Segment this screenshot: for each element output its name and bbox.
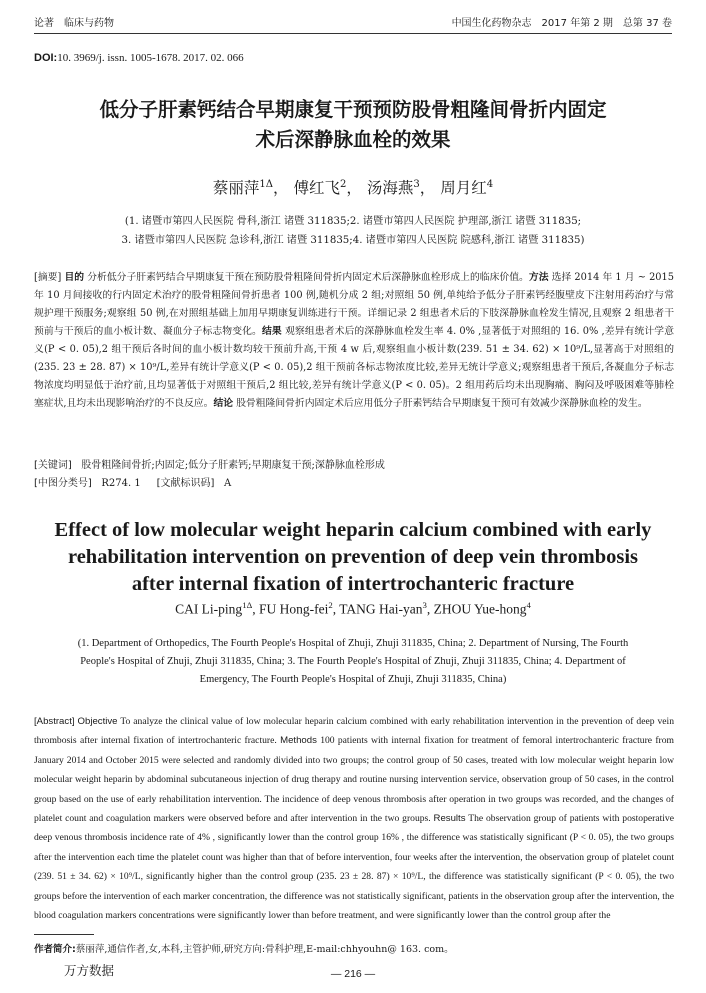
cn-author-affiliation-mark: 4: [486, 178, 494, 190]
en-author-affiliation-mark: 2: [328, 600, 333, 610]
doi-line: [34, 52, 244, 64]
keywords-line: [34, 456, 385, 471]
en-methods-text: 100 patients with internal fixation for treatment of femoral intertrochanteric fracture from January 2014 and October 2015 were selected and randomly divided into two groups; the control group of 50 cases, treated with low molecular weight heparin low molecular weight heparin by abdominal subcutaneous injection of drug therapy and routine nursing intervention service, observation group of 50 cases, in the control group based on the use of early rehabilitation intervention. The incidence of deep venous thrombosis after operation in two groups was recorded, and the changes of platelet count and coagulation markers were observed before and after intervention in the two groups.: [34, 735, 675, 825]
cn-title-line-1: 低分子肝素钙结合早期康复干预预防股骨粗隆间骨折内固定: [99, 98, 607, 121]
en-title-line-2: rehabilitation intervention on prevention of deep vein thrombosis: [67, 546, 639, 568]
running-header-journal: 中国生化药物杂志 2017 年第 2 期 总第 37 卷: [451, 18, 672, 29]
en-results-label: Results: [433, 813, 466, 825]
running-header-section: 论著 临床与药物: [34, 18, 114, 29]
en-methods-label: Methods: [280, 735, 317, 747]
cn-author-affiliation-mark: 1Δ: [259, 178, 274, 190]
en-affiliation-line-1: (1. Department of Orthopedics, The Fourth People's Hospital of Zhuji, Zhuji 311835, China; 2. Department of Nursing, The Fourth: [77, 638, 629, 649]
cn-author: 蔡丽萍: [212, 179, 260, 197]
cn-author: 傅红飞: [293, 179, 340, 197]
cn-methods-text: 选择 2014 年 1 月 ~ 2015 年 10 月间接收的行内固定术治疗的股骨粗隆间骨折患者 100 例,随机分成 2 组;对照组 50 例,单纯给予低分子肝素钙经腹壁皮下注射用药治疗与常规护理干预服务;观察组 50 例,在对照组基础上加用早期康复训练进行干预。详细记录 2 组患者术后的下肢深静脉血栓发生情况,且观察 2 组患者干预前与干预后的血小板计数、凝血分子标志物变化。: [34, 272, 675, 337]
en-author-affiliation-mark: 3: [422, 600, 427, 610]
en-author: TANG Hai-yan: [339, 601, 423, 617]
en-title-line-1: Effect of low molecular weight heparin calcium combined with early: [54, 519, 652, 541]
en-title-line-3: after internal fixation of intertrochanteric fracture: [131, 573, 575, 595]
clc-value: R274. 1: [101, 478, 141, 489]
cn-conclusion-label: 结论: [213, 398, 234, 409]
cn-methods-label: 方法: [528, 272, 549, 283]
header-divider: [34, 33, 672, 34]
doi-value: 10. 3969/j. issn. 1005-1678. 2017. 02. 066: [57, 52, 244, 64]
en-author: FU Hong-fei: [258, 601, 329, 617]
en-affiliation-line-3: Emergency, The Fourth People's Hospital of Zhuji, Zhuji 311835, China): [199, 674, 507, 685]
en-author-affiliation-mark: 4: [526, 600, 531, 610]
cn-abstract-label: [摘要]: [34, 272, 62, 283]
keywords-value: 股骨粗隆间骨折;内固定;低分子肝素钙;早期康复干预;深静脉血栓形成: [81, 460, 385, 471]
footnote-label: 作者简介:: [34, 944, 76, 955]
cn-affiliation-line-1: (1. 诸暨市第四人民医院 骨科,浙江 诸暨 311835;2. 诸暨市第四人民医院 护理部,浙江 诸暨 311835;: [124, 216, 582, 227]
cn-author: 汤海燕: [366, 179, 414, 197]
database-watermark: 万方数据: [64, 963, 115, 978]
keywords-label: [关键词]: [34, 460, 72, 471]
cn-conclusion-text: 股骨粗隆间骨折内固定术后应用低分子肝素钙结合早期康复干预可有效减少深静脉血栓的发生。: [236, 398, 648, 409]
clc-label: [中图分类号]: [34, 478, 92, 489]
en-results-text: The observation group of patients with postoperative deep venous thrombosis incidence rate of 4% , significantly lower than the control group 16% , the difference was statistically significant (P < 0. 05), the two groups after the intervention each time the platelet count was higher than that of before intervention, four weeks after the intervention, the observation group of platelet count (239. 51 ± 34. 62) × 10⁹/L, significantly higher than the control group (235. 23 ± 28. 87) × 10⁹/L, the difference was statistically significant (P < 0. 05), the two groups before the intervention of each marker concentration, the difference was not statistically significant, patients in the observation group after the intervention, the blood coagulation markers concentrations were significantly lower than before treatment, and were significantly lower than the control group after the: [34, 813, 674, 922]
en-author-affiliation-mark: 1Δ: [242, 600, 253, 610]
en-author: CAI Li-ping: [175, 601, 243, 617]
cn-results-text: 观察组患者术后的深静脉血栓发生率 4. 0% ,显著低于对照组的 16. 0% ,差异有统计学意义(P < 0. 05),2 组干预后各时间的血小板计数均较干预前升高,干预 4 w 后,观察组血小板计数(239. 51 ± 34. 62) × 10⁹/L,显著高于对照组的(235. 23 ± 28. 87) × 10⁹/L,差异有统计学意义(P < 0. 05),2 组干预前各标志物浓度比较,差异无统计学意义;观察组患者干预后,各凝血分子标志物浓度均明显低于治疗前,且均显著低于对照组干预后,2 组比较,差异有统计学意义(P < 0. 05)。2 组用药后均未出现胸痛、胸闷及呼吸困难等肺栓塞症状,且均未出现影响治疗的不良反应。: [34, 326, 675, 409]
en-abstract: [34, 712, 674, 925]
en-author-list: CAI Li-ping$^{1\Delta}$, FU Hong-fei$^2$, TANG Hai-yan$^3$, ZHOU Yue-hong$^4$: [175, 600, 531, 617]
en-objective-label: Objective: [77, 716, 118, 727]
en-author: ZHOU Yue-hong: [433, 601, 527, 617]
doc-code-label: [文献标识码]: [156, 478, 215, 489]
cn-objective-label: 目的: [64, 272, 85, 283]
en-affiliation-line-2: People's Hospital of Zhuji, Zhuji 311835, China; 3. The Fourth People's Hospital of Zhuji, Zhuji 311835, China; 4. Department of: [80, 656, 626, 667]
footnote-value: 蔡丽萍,通信作者,女,本科,主管护师,研究方向:骨科护理,E-mail:chhyouhn@ 163. com。: [75, 944, 454, 955]
cn-results-label: 结果: [261, 326, 282, 337]
cn-abstract: [34, 269, 674, 413]
cn-author-affiliation-mark: 2: [340, 178, 347, 190]
doi-label: DOI:: [34, 52, 58, 64]
classification-line: [34, 474, 231, 489]
en-abstract-label: [Abstract]: [34, 716, 75, 727]
cn-objective-text: 分析低分子肝素钙结合早期康复干预在预防股骨粗隆间骨折内固定术后深静脉血栓形成上的临床价值。: [87, 272, 529, 283]
footnote-divider: [34, 934, 94, 935]
en-objective-text: To analyze the clinical value of low molecular heparin calcium combined with early rehabilitation intervention in the prevention of deep vein thrombosis after internal fixation of intertrochanteric fracture.: [34, 716, 674, 747]
cn-author: 周月红: [440, 179, 487, 197]
cn-author-list: 蔡丽萍$^{1\Delta}$， 傅红飞$^2$， 汤海燕$^3$， 周月红$^4$: [212, 178, 494, 197]
cn-title-line-2: 术后深静脉血栓的效果: [255, 128, 451, 151]
doc-code-value: A: [223, 478, 232, 489]
cn-affiliation-line-2: 3. 诸暨市第四人民医院 急诊科,浙江 诸暨 311835;4. 诸暨市第四人民医院 院感科,浙江 诸暨 311835): [121, 235, 585, 246]
cn-author-affiliation-mark: 3: [413, 178, 420, 190]
author-footnote: [34, 941, 454, 955]
page-number: — 216 —: [330, 968, 376, 980]
